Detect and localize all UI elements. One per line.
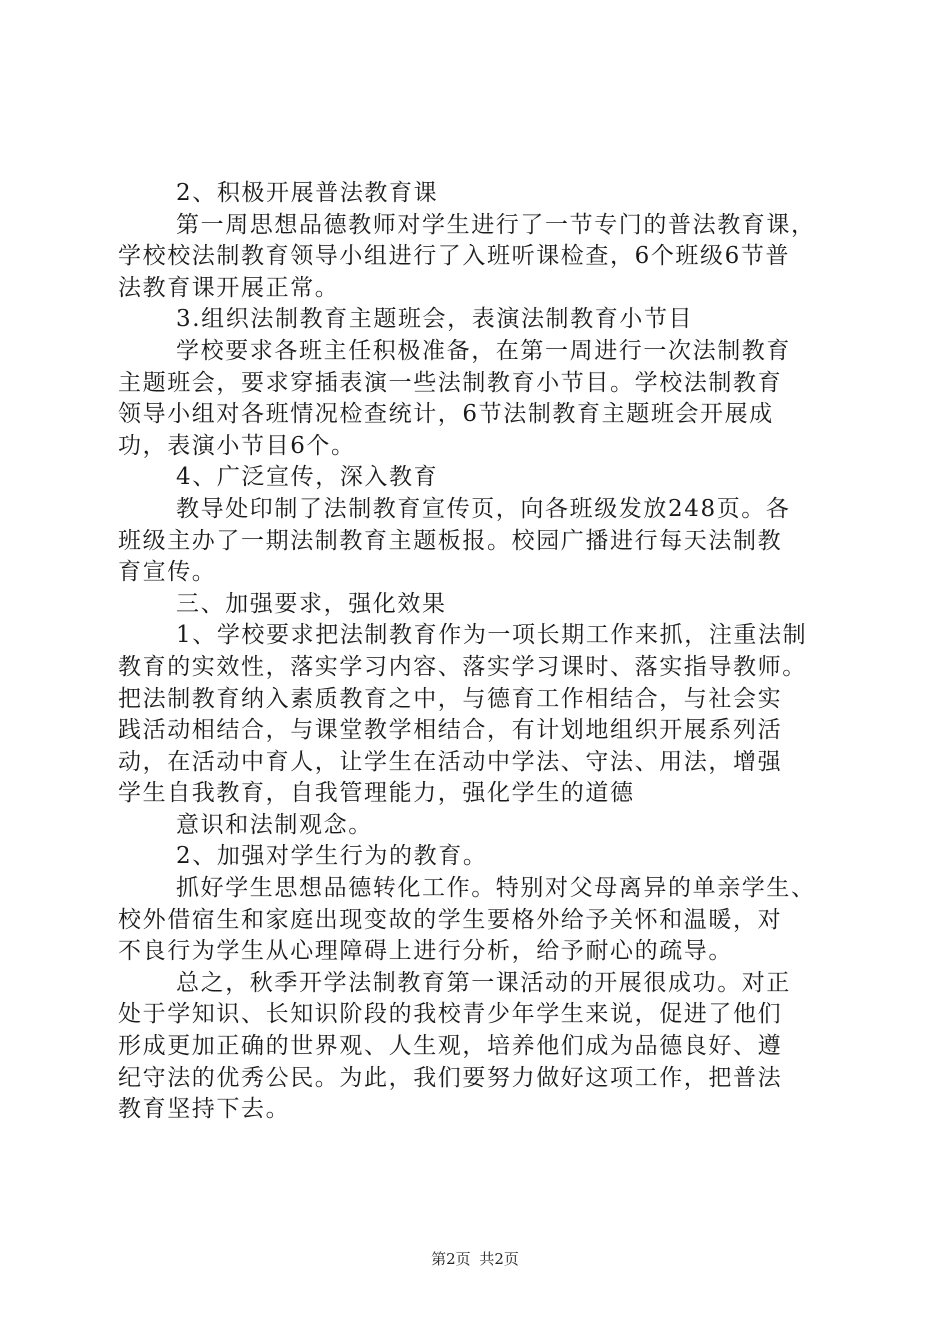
- page-footer: [0, 1248, 950, 1269]
- page-total: 共2页: [479, 1250, 519, 1268]
- document-body: [118, 178, 848, 1126]
- text-line: 学校校法制教育领导小组进行了入班听课检查，6个班级6节普: [118, 243, 791, 270]
- text-line: 法教育课开展正常。: [118, 274, 340, 301]
- text-line: 主题班会，要求穿插表演一些法制教育小节目。学校法制教育: [118, 369, 783, 396]
- text-line: 4、广泛宣传，深入教育: [176, 464, 439, 491]
- text-line: 三、加强要求，强化效果: [176, 590, 447, 617]
- text-line: 领导小组对各班情况检查统计，6节法制教育主题班会开展成: [118, 401, 774, 428]
- text-line: 2、加强对学生行为的教育。: [176, 843, 488, 870]
- text-line: 第一周思想品德教师对学生进行了一节专门的普法教育课，: [176, 211, 816, 238]
- text-line: 1、学校要求把法制教育作为一项长期工作来抓，注重法制: [176, 622, 808, 649]
- page-number: 第2页: [431, 1250, 471, 1268]
- text-line: 处于学知识、长知识阶段的我校青少年学生来说，促进了他们: [118, 1001, 783, 1028]
- text-line: 班级主办了一期法制教育主题板报。校园广播进行每天法制教: [118, 527, 783, 554]
- text-line: 教育的实效性，落实学习内容、落实学习课时、落实指导教师。: [118, 653, 807, 680]
- text-line: 校外借宿生和家庭出现变故的学生要格外给予关怀和温暖，对: [118, 906, 783, 933]
- text-line: 教育坚持下去。: [118, 1096, 291, 1123]
- text-line: 学校要求各班主任积极准备，在第一周进行一次法制教育: [176, 337, 791, 364]
- text-line: 形成更加正确的世界观、人生观，培养他们成为品德良好、遵: [118, 1033, 783, 1060]
- text-line: 教导处印制了法制教育宣传页，向各班级发放248页。各: [176, 495, 791, 522]
- text-line: 育宣传。: [118, 559, 217, 586]
- text-line: 动，在活动中育人，让学生在活动中学法、守法、用法，增强: [118, 748, 783, 775]
- text-line: 把法制教育纳入素质教育之中，与德育工作相结合，与社会实: [118, 685, 783, 712]
- text-line: 总之，秋季开学法制教育第一课活动的开展很成功。对正: [176, 969, 791, 996]
- text-line: 3.组织法制教育主题班会，表演法制教育小节目: [176, 306, 694, 333]
- text-line: 纪守法的优秀公民。为此，我们要努力做好这项工作，把普法: [118, 1064, 783, 1091]
- text-line: 2、积极开展普法教育课: [176, 180, 439, 206]
- text-line: 学生自我教育，自我管理能力，强化学生的道德: [118, 780, 635, 807]
- text-line: 不良行为学生从心理障碍上进行分析，给予耐心的疏导。: [118, 938, 733, 965]
- text-line: 意识和法制观念。: [176, 811, 373, 838]
- text-line: 功，表演小节目6个。: [118, 432, 356, 459]
- text-line: 抓好学生思想品德转化工作。特别对父母离异的单亲学生、: [176, 875, 816, 902]
- text-line: 践活动相结合，与课堂教学相结合，有计划地组织开展系列活: [118, 717, 783, 744]
